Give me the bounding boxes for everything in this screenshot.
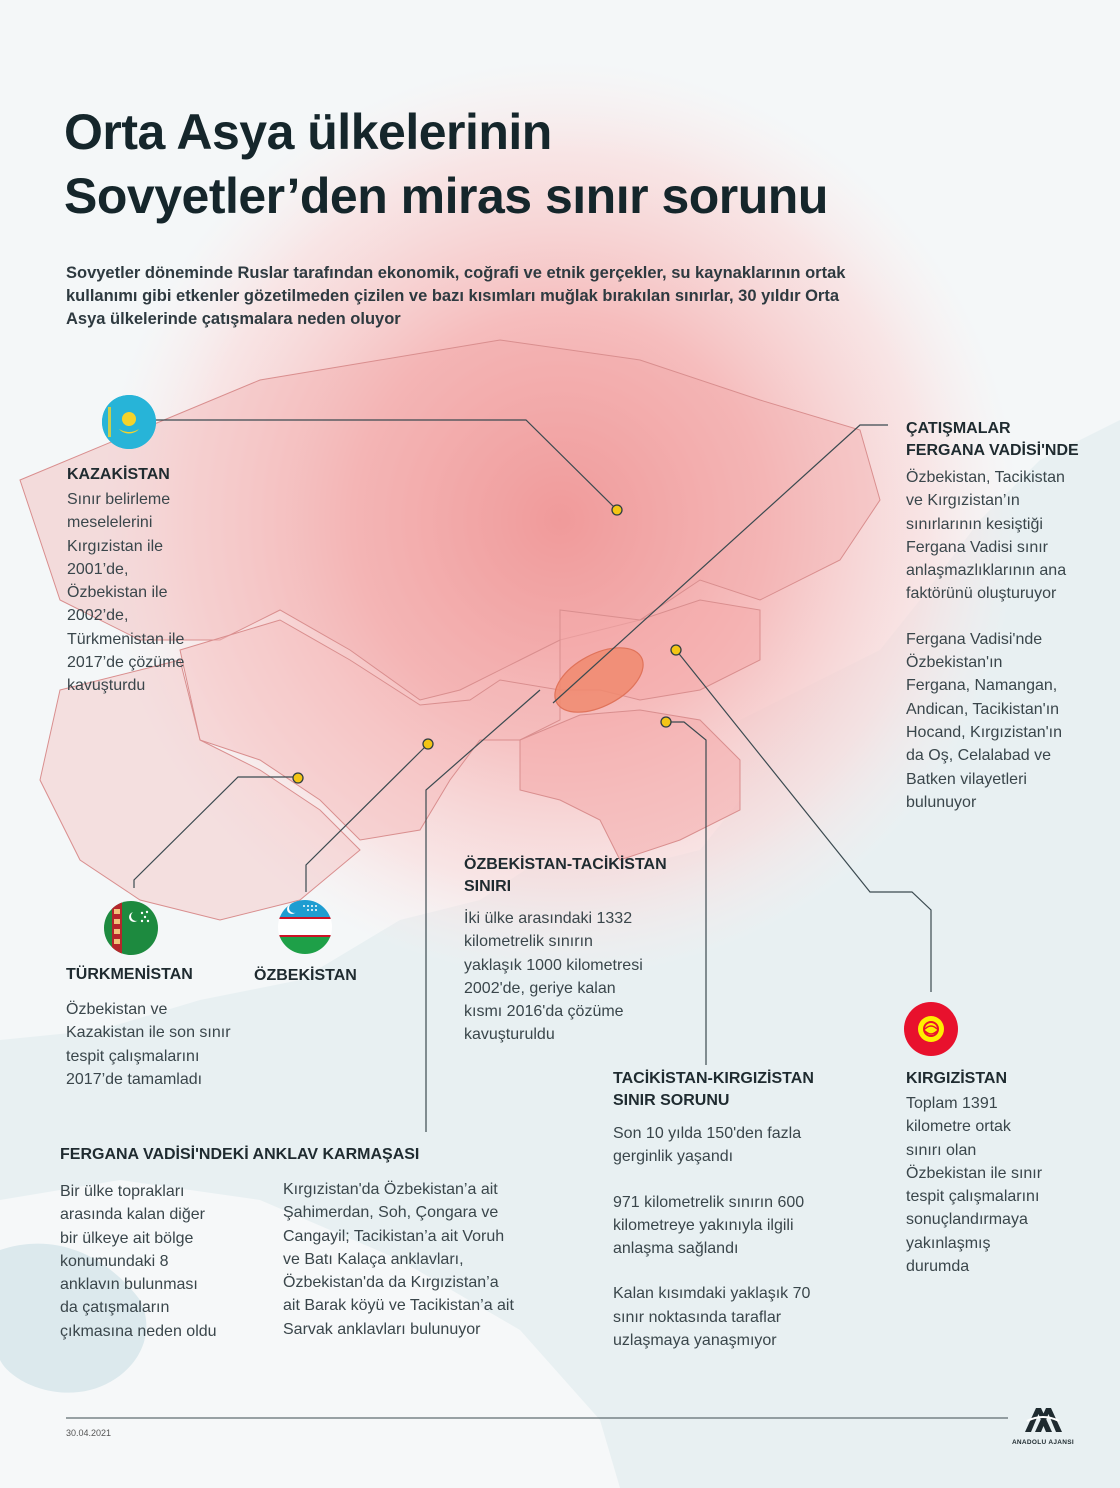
ozb-tac-block bbox=[464, 854, 694, 1047]
kirgizistan-heading: KIRGIZİSTAN bbox=[906, 1070, 1008, 1087]
kazakistan-body: Sınır belirleme meselelerini Kırgızistan ile 2001’de, Özbekistan ile 2002’de, Türkmenistan ile 2017’de çözüme kavuşturdu bbox=[67, 491, 185, 695]
anadolu-logo-icon bbox=[1023, 1404, 1063, 1434]
tac-kir-heading-1: TACİKİSTAN-KIRGIZİSTAN bbox=[613, 1070, 814, 1087]
ozb-tac-heading-1: ÖZBEKİSTAN-TACİKİSTAN bbox=[464, 856, 667, 873]
anklav-body-right: Kırgızistan'da Özbekistan’a ait Şahimerdan, Soh, Çongara ve Cangayil; Tacikistan’a ait Voruh ve Batı Kalaça anklavları, Özbekistan'da da Kırgızistan’a ait Barak köyü ve Tacikistan’a ait Sarvak anklavları bulunuyor bbox=[283, 1181, 514, 1338]
kirgizistan-dot bbox=[671, 645, 681, 655]
uzbekistan-flag-icon bbox=[278, 900, 332, 954]
anklav-block bbox=[60, 1144, 560, 1166]
anklav-body-left: Bir ülke toprakları arasında kalan diğer bir ülkeye ait bölge konumundaki 8 anklavın bulunması da çatışmaların çıkmasına neden oldu bbox=[60, 1183, 217, 1340]
anadolu-logo bbox=[1008, 1404, 1078, 1446]
catismalar-body-2: Fergana Vadisi'nde Özbekistan'ın Fergana, Namangan, Andican, Tacikistan'ın Hocand, Kırgızistan'ın da Oş, Celalabad ve Batken vilayetleri bulunuyor bbox=[906, 630, 1063, 811]
ozbekistan-dot bbox=[423, 739, 433, 749]
tac-kir-body-3: Kalan kısımdaki yaklaşık 70 sınır noktasında taraflar uzlaşmaya yanaşmıyor bbox=[613, 1285, 811, 1350]
tac-kir-body-2: 971 kilometrelik sınırın 600 kilometreye yakınıyla ilgili anlaşma sağlandı bbox=[613, 1193, 805, 1258]
title-line-2: Sovyetler’den miras sınır sorunu bbox=[64, 168, 828, 224]
catismalar-heading-2: FERGANA VADİSİ'NDE bbox=[906, 442, 1079, 459]
title-line-1: Orta Asya ülkelerinin bbox=[64, 104, 552, 160]
kirgizistan-body: Toplam 1391 kilometre ortak sınırı olan Özbekistan ile sınır tespit çalışmalarını sonuçlandırmaya yakınlaşmış durumda bbox=[906, 1095, 1043, 1276]
ozb-tac-heading-2: SINIRI bbox=[464, 878, 512, 895]
ozb-tac-body: İki ülke arasındaki 1332 kilometrelik sınırın yaklaşık 1000 kilometresi 2002'de, geriye kalan kısmı 2016'da çözüme kavuşturuldu bbox=[464, 910, 643, 1044]
ozbekistan-block bbox=[254, 965, 414, 987]
catismalar-body-1: Özbekistan, Tacikistan ve Kırgızistan’ın sınırlarının kesiştiği Fergana Vadisi sınır anlaşmazlıklarının ana faktörünü oluşturuyor bbox=[906, 469, 1067, 603]
turkmenistan-block bbox=[66, 964, 266, 1091]
turkmenistan-dot bbox=[293, 773, 303, 783]
turkmenistan-flag-icon bbox=[104, 901, 158, 955]
kazakistan-heading: KAZAKİSTAN bbox=[67, 466, 170, 483]
turkmenistan-heading: TÜRKMENİSTAN bbox=[66, 966, 193, 983]
ozbekistan-heading: ÖZBEKİSTAN bbox=[254, 967, 357, 984]
logo-text: ANADOLU AJANSI bbox=[1011, 1439, 1075, 1446]
anklav-heading: FERGANA VADİSİ'NDEKİ ANKLAV KARMAŞASI bbox=[60, 1146, 420, 1163]
kazakistan-block bbox=[67, 464, 267, 698]
tac-kir-block bbox=[613, 1068, 853, 1352]
catismalar-heading-1: ÇATIŞMALAR bbox=[906, 420, 1011, 437]
footer-date: 30.04.2021 bbox=[66, 1428, 112, 1438]
kyrgyzstan-flag-icon bbox=[904, 1002, 958, 1056]
turkmenistan-body: Özbekistan ve Kazakistan ile son sınır tespit çalışmalarını 2017’de tamamladı bbox=[66, 1001, 231, 1088]
page-title bbox=[64, 100, 828, 228]
tac-kir-body-1: Son 10 yılda 150'den fazla gerginlik yaşandı bbox=[613, 1125, 802, 1166]
catismalar-block bbox=[906, 418, 1106, 814]
kirgizistan-block bbox=[906, 1068, 1106, 1278]
kazakistan-dot bbox=[612, 505, 622, 515]
intro-paragraph: Sovyetler döneminde Ruslar tarafından ekonomik, coğrafi ve etnik gerçekler, su kaynaklarının ortak kullanımı gibi etkenler gözetilmeden çizilen ve bazı kısımları muğlak bırakılan sınırlar, 30 yıldır Orta Asya ülkelerinde çatışmalara neden oluyor bbox=[66, 264, 846, 328]
kazakhstan-flag-icon bbox=[102, 395, 156, 449]
tac-kir-heading-2: SINIR SORUNU bbox=[613, 1092, 730, 1109]
tac-kir-dot bbox=[661, 717, 671, 727]
